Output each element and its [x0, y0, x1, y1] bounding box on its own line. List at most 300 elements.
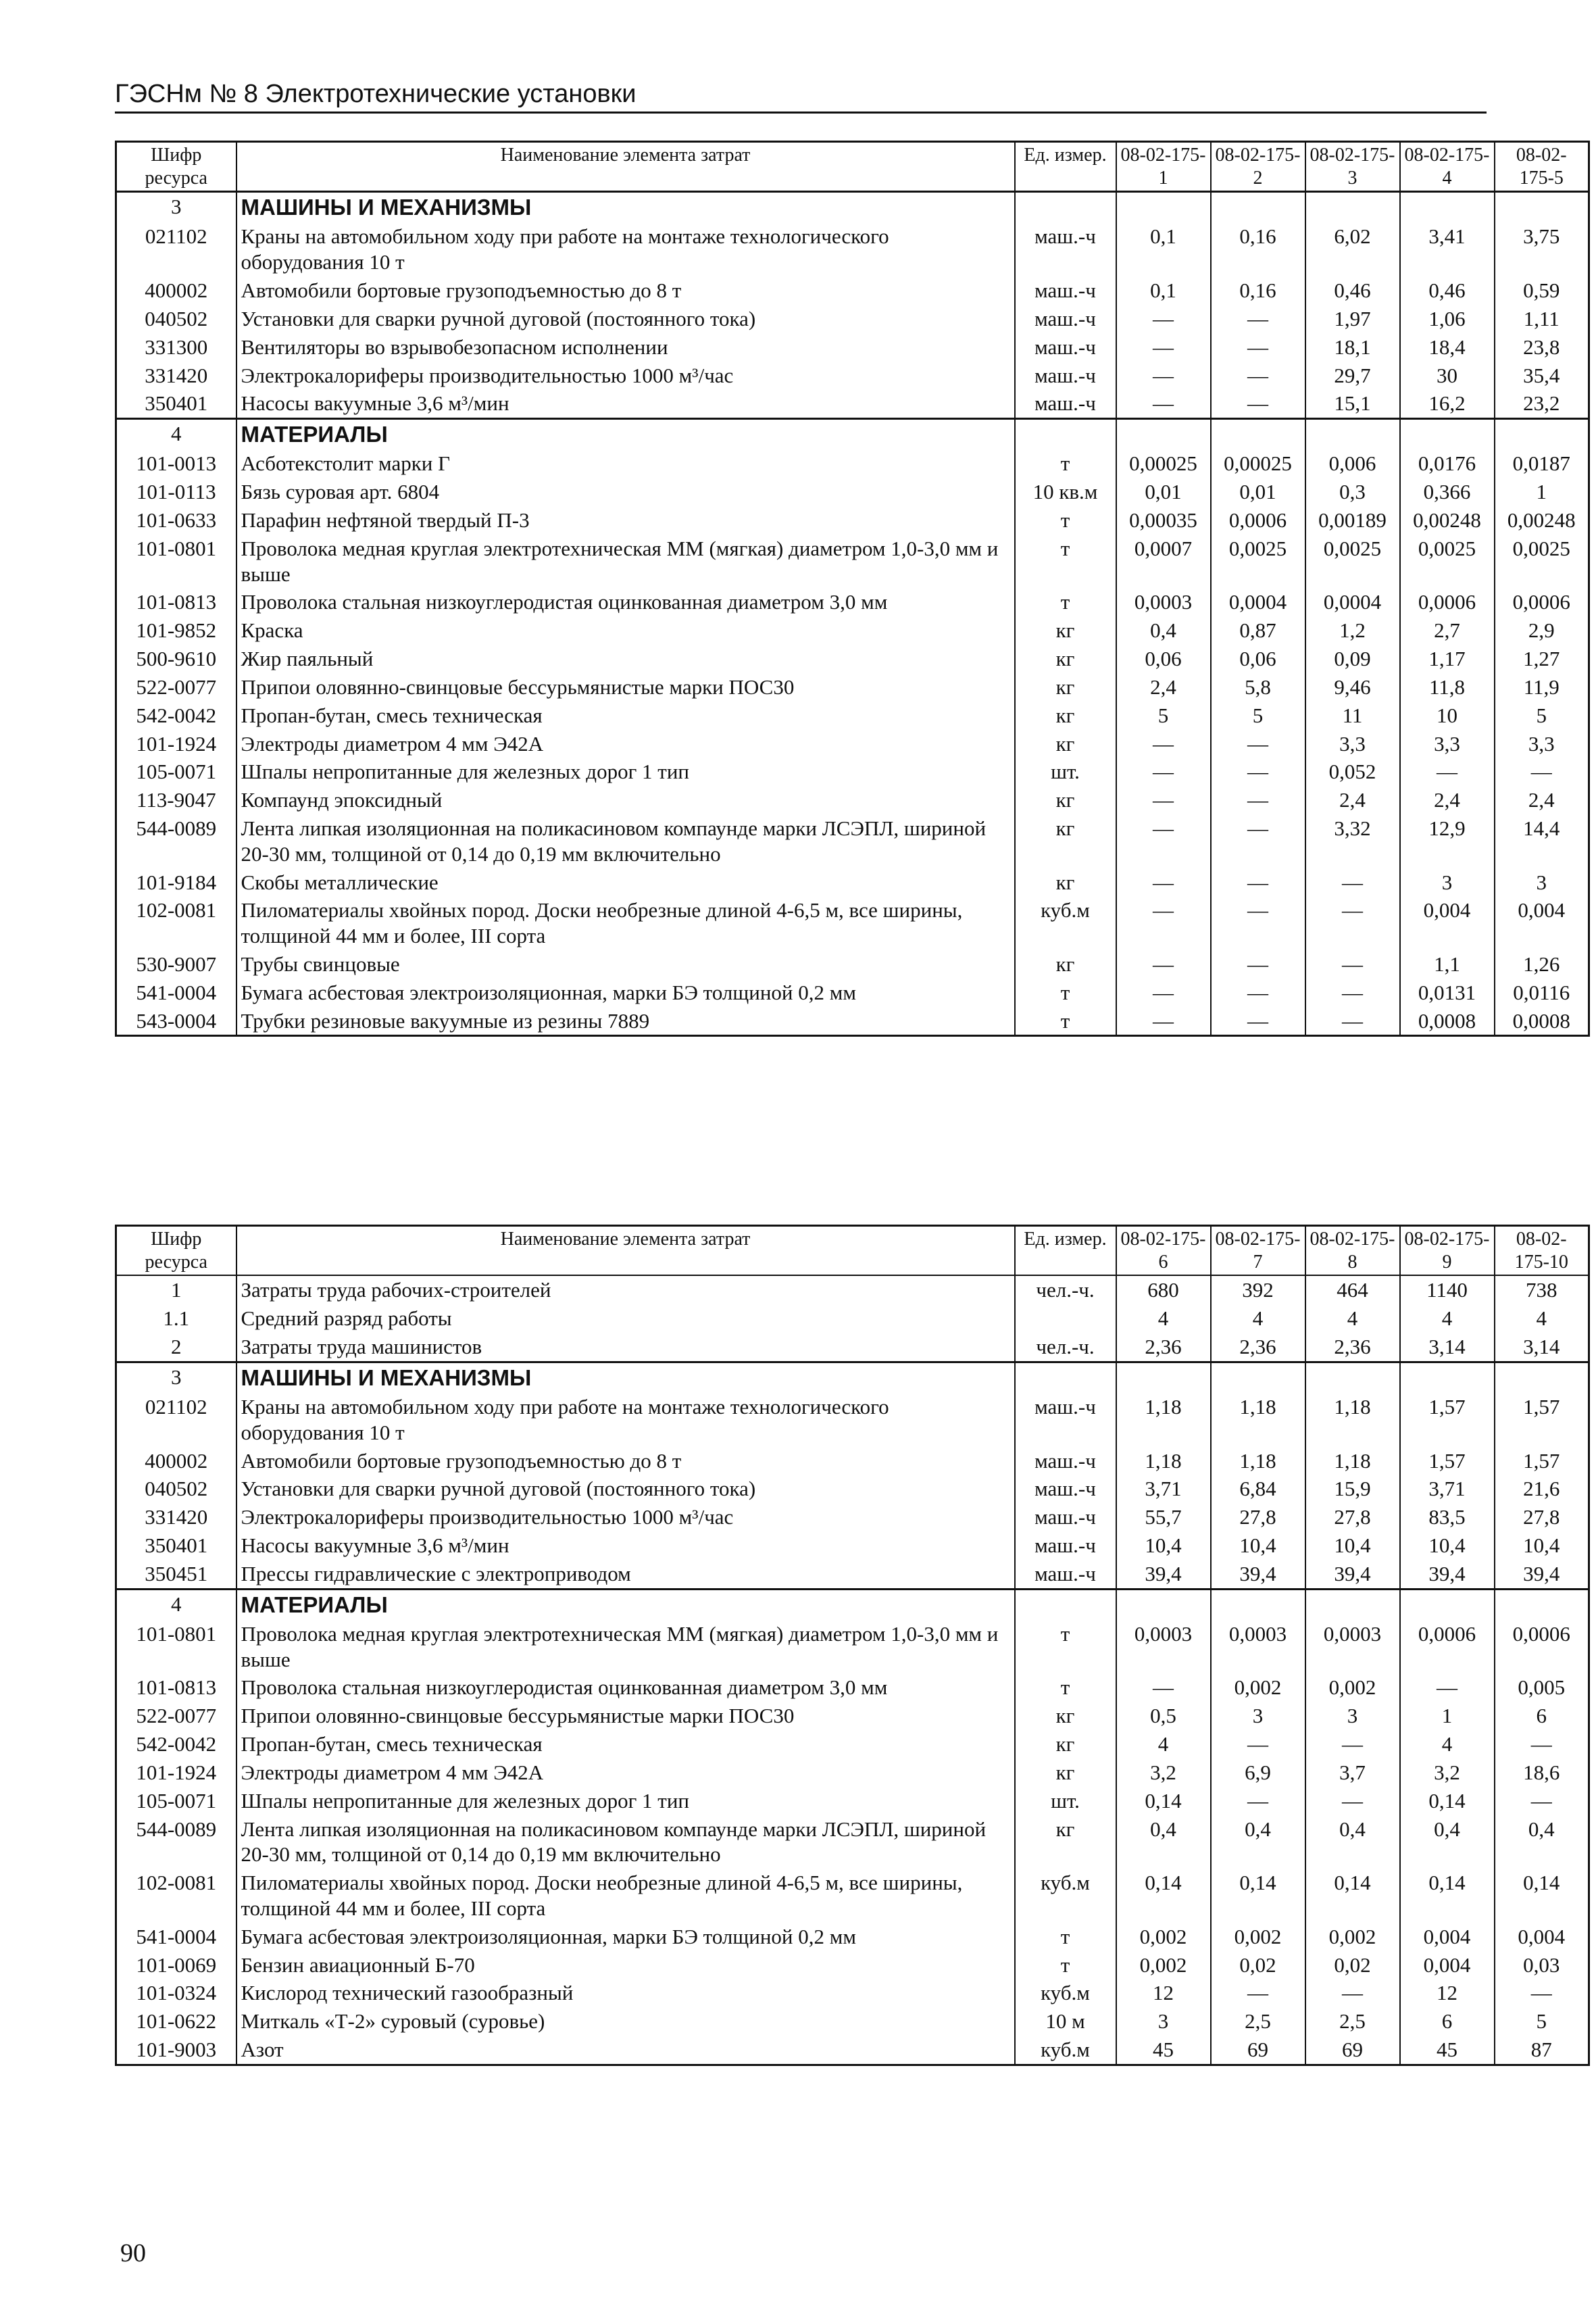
unit-cell: кг: [1015, 1815, 1116, 1869]
resource-code: 101-1924: [116, 1758, 236, 1787]
value-cell: 0,4: [1211, 1815, 1305, 1869]
resource-code: 102-0081: [116, 896, 236, 950]
unit-cell: кг: [1015, 814, 1116, 868]
value-cell: 16,2: [1400, 389, 1495, 418]
value-cell: 0,0008: [1400, 1007, 1495, 1036]
value-cell: —: [1116, 896, 1211, 950]
value-cell: 0,0187: [1495, 449, 1589, 478]
value-cell: [1495, 419, 1589, 450]
value-cell: 738: [1495, 1275, 1589, 1304]
resource-code: 101-9184: [116, 868, 236, 897]
header-name: Наименование элемента затрат: [236, 142, 1015, 192]
value-cell: 1,57: [1495, 1447, 1589, 1475]
resource-code: 102-0081: [116, 1869, 236, 1923]
header-col-2: 08-02-175-7: [1211, 1226, 1305, 1276]
value-cell: 0,0006: [1400, 588, 1495, 616]
value-cell: —: [1305, 979, 1400, 1007]
resource-code: 331300: [116, 333, 236, 362]
resource-code: 040502: [116, 305, 236, 333]
value-cell: 0,14: [1116, 1787, 1211, 1815]
resource-code: 101-0324: [116, 1979, 236, 2007]
header-col-1: 08-02-175-6: [1116, 1226, 1211, 1276]
value-cell: —: [1211, 389, 1305, 418]
header-unit: Ед. измер.: [1015, 142, 1116, 192]
table-row: [116, 896, 1589, 950]
value-cell: 1,26: [1495, 950, 1589, 979]
resource-name: Кислород технический газообразный: [236, 1979, 1015, 2007]
value-cell: 2,36: [1116, 1333, 1211, 1362]
value-cell: 0,00189: [1305, 506, 1400, 535]
table-row: [116, 1560, 1589, 1589]
value-cell: 0,00248: [1400, 506, 1495, 535]
value-cell: 10,4: [1116, 1531, 1211, 1560]
unit-cell: кг: [1015, 1730, 1116, 1758]
value-cell: 23,2: [1495, 389, 1589, 418]
value-cell: 0,005: [1495, 1673, 1589, 1702]
value-cell: —: [1116, 758, 1211, 786]
resource-table-1: [115, 141, 1590, 1037]
value-cell: 4: [1400, 1304, 1495, 1333]
resource-name: Краны на автомобильном ходу при работе на монтаже технологического оборудования 10 т: [236, 1393, 1015, 1447]
value-cell: 0,366: [1400, 478, 1495, 506]
table-row: [116, 1673, 1589, 1702]
value-cell: 21,6: [1495, 1475, 1589, 1503]
value-cell: 0,4: [1116, 616, 1211, 645]
value-cell: 0,0006: [1495, 588, 1589, 616]
value-cell: 39,4: [1116, 1560, 1211, 1589]
value-cell: 0,1: [1116, 276, 1211, 305]
value-cell: 0,004: [1495, 896, 1589, 950]
resource-name: Трубы свинцовые: [236, 950, 1015, 979]
table-row: [116, 389, 1589, 418]
value-cell: 1,18: [1305, 1393, 1400, 1447]
value-cell: 83,5: [1400, 1503, 1495, 1531]
value-cell: 5: [1116, 701, 1211, 730]
value-cell: —: [1305, 1787, 1400, 1815]
value-cell: —: [1211, 950, 1305, 979]
resource-name: Краны на автомобильном ходу при работе на монтаже технологического оборудования 10 т: [236, 222, 1015, 276]
resource-code: 101-0801: [116, 535, 236, 589]
value-cell: 35,4: [1495, 362, 1589, 390]
value-cell: [1211, 1589, 1305, 1620]
value-cell: 3,3: [1495, 730, 1589, 758]
value-cell: [1305, 1589, 1400, 1620]
value-cell: —: [1211, 333, 1305, 362]
value-cell: —: [1211, 362, 1305, 390]
table-row: [116, 1951, 1589, 1979]
value-cell: 1,18: [1305, 1447, 1400, 1475]
resource-name: Бумага асбестовая электроизоляционная, марки БЭ толщиной 0,2 мм: [236, 1923, 1015, 1951]
value-cell: 5: [1211, 701, 1305, 730]
unit-cell: т: [1015, 1923, 1116, 1951]
value-cell: [1305, 192, 1400, 223]
resource-name: Электрокалориферы производительностью 1000 м³/час: [236, 362, 1015, 390]
resource-code: 101-0813: [116, 588, 236, 616]
unit-cell: куб.м: [1015, 1979, 1116, 2007]
resource-name: Лента липкая изоляционная на поликасиновом компаунде марки ЛСЭПЛ, шириной 20-30 мм, толщиной от 0,14 до 0,19 мм включительно: [236, 814, 1015, 868]
resource-name: Лента липкая изоляционная на поликасиновом компаунде марки ЛСЭПЛ, шириной 20-30 мм, толщиной от 0,14 до 0,19 мм включительно: [236, 1815, 1015, 1869]
table-row: [116, 1923, 1589, 1951]
table-header-row: [116, 142, 1589, 192]
value-cell: 0,0006: [1211, 506, 1305, 535]
value-cell: [1495, 192, 1589, 223]
resource-code: 4: [116, 1589, 236, 1620]
value-cell: 87: [1495, 2036, 1589, 2065]
header-col-4: 08-02-175-9: [1400, 1226, 1495, 1276]
resource-name: Насосы вакуумные 3,6 м³/мин: [236, 389, 1015, 418]
value-cell: 0,006: [1305, 449, 1400, 478]
value-cell: —: [1305, 1007, 1400, 1036]
value-cell: —: [1495, 758, 1589, 786]
unit-cell: кг: [1015, 950, 1116, 979]
resource-name: Бумага асбестовая электроизоляционная, марки БЭ толщиной 0,2 мм: [236, 979, 1015, 1007]
value-cell: 1: [1495, 478, 1589, 506]
header-col-3: 08-02-175-8: [1305, 1226, 1400, 1276]
value-cell: 3: [1495, 868, 1589, 897]
unit-cell: кг: [1015, 1758, 1116, 1787]
value-cell: —: [1211, 786, 1305, 814]
table-row: [116, 2036, 1589, 2065]
value-cell: 27,8: [1495, 1503, 1589, 1531]
unit-cell: кг: [1015, 616, 1116, 645]
table-row: [116, 645, 1589, 673]
value-cell: 0,0131: [1400, 979, 1495, 1007]
value-cell: 1,57: [1400, 1393, 1495, 1447]
value-cell: 0,02: [1211, 1951, 1305, 1979]
value-cell: 0,16: [1211, 276, 1305, 305]
value-cell: 1,1: [1400, 950, 1495, 979]
resource-code: 350401: [116, 389, 236, 418]
resource-name: Припои оловянно-свинцовые бессурьмянистые марки ПОС30: [236, 1702, 1015, 1730]
unit-cell: чел.-ч.: [1015, 1275, 1116, 1304]
value-cell: 10,4: [1305, 1531, 1400, 1560]
resource-code: 541-0004: [116, 979, 236, 1007]
resource-code: 543-0004: [116, 1007, 236, 1036]
value-cell: 39,4: [1305, 1560, 1400, 1589]
value-cell: 2,4: [1116, 673, 1211, 701]
value-cell: [1116, 1362, 1211, 1393]
value-cell: 3,3: [1400, 730, 1495, 758]
unit-cell: кг: [1015, 645, 1116, 673]
value-cell: 0,46: [1400, 276, 1495, 305]
value-cell: 3: [1116, 2007, 1211, 2036]
value-cell: 1,18: [1116, 1393, 1211, 1447]
value-cell: —: [1211, 1979, 1305, 2007]
value-cell: 0,03: [1495, 1951, 1589, 1979]
value-cell: 1140: [1400, 1275, 1495, 1304]
page-title: ГЭСНм № 8 Электротехнические установки: [115, 80, 637, 108]
value-cell: 12: [1400, 1979, 1495, 2007]
table-row: [116, 333, 1589, 362]
value-cell: 1: [1400, 1702, 1495, 1730]
value-cell: 0,004: [1495, 1923, 1589, 1951]
table-row: [116, 478, 1589, 506]
unit-cell: [1015, 1304, 1116, 1333]
value-cell: 1,11: [1495, 305, 1589, 333]
unit-cell: маш.-ч: [1015, 1475, 1116, 1503]
value-cell: 3,7: [1305, 1758, 1400, 1787]
resource-name: Проволока медная круглая электротехническая ММ (мягкая) диаметром 1,0-3,0 мм и выше: [236, 535, 1015, 589]
resource-name: Скобы металлические: [236, 868, 1015, 897]
resource-code: 350401: [116, 1531, 236, 1560]
section-row: [116, 192, 1589, 223]
resource-name: Компаунд эпоксидный: [236, 786, 1015, 814]
resource-code: 544-0089: [116, 1815, 236, 1869]
resource-code: 021102: [116, 222, 236, 276]
value-cell: 2,9: [1495, 616, 1589, 645]
table-row: [116, 786, 1589, 814]
resource-name: Установки для сварки ручной дуговой (постоянного тока): [236, 1475, 1015, 1503]
value-cell: 39,4: [1495, 1560, 1589, 1589]
value-cell: 0,09: [1305, 645, 1400, 673]
resource-name: Автомобили бортовые грузоподъемностью до 8 т: [236, 276, 1015, 305]
value-cell: —: [1116, 1007, 1211, 1036]
value-cell: —: [1495, 1979, 1589, 2007]
section-title: МАШИНЫ И МЕХАНИЗМЫ: [236, 1362, 1015, 1393]
value-cell: —: [1211, 979, 1305, 1007]
value-cell: —: [1305, 1979, 1400, 2007]
resource-name: Автомобили бортовые грузоподъемностью до 8 т: [236, 1447, 1015, 1475]
value-cell: 45: [1116, 2036, 1211, 2065]
unit-cell: кг: [1015, 1702, 1116, 1730]
value-cell: —: [1116, 786, 1211, 814]
value-cell: [1116, 1589, 1211, 1620]
unit-cell: кг: [1015, 786, 1116, 814]
value-cell: 0,002: [1116, 1951, 1211, 1979]
table-row: [116, 1730, 1589, 1758]
table-row: [116, 276, 1589, 305]
header-col-3: 08-02-175-3: [1305, 142, 1400, 192]
resource-code: 544-0089: [116, 814, 236, 868]
resource-code: 101-0069: [116, 1951, 236, 1979]
section-row: [116, 1589, 1589, 1620]
resource-code: 3: [116, 1362, 236, 1393]
value-cell: [1211, 1362, 1305, 1393]
value-cell: 1,18: [1211, 1393, 1305, 1447]
value-cell: —: [1116, 730, 1211, 758]
resource-name: Пропан-бутан, смесь техническая: [236, 1730, 1015, 1758]
resource-name: Установки для сварки ручной дуговой (постоянного тока): [236, 305, 1015, 333]
resource-code: 101-9852: [116, 616, 236, 645]
table-row: [116, 305, 1589, 333]
value-cell: 23,8: [1495, 333, 1589, 362]
value-cell: [1116, 192, 1211, 223]
value-cell: —: [1211, 1787, 1305, 1815]
value-cell: 4: [1400, 1730, 1495, 1758]
value-cell: 0,0006: [1495, 1620, 1589, 1674]
value-cell: 6,84: [1211, 1475, 1305, 1503]
resource-code: 105-0071: [116, 758, 236, 786]
resource-code: 101-0622: [116, 2007, 236, 2036]
resource-code: 1.1: [116, 1304, 236, 1333]
value-cell: 0,4: [1400, 1815, 1495, 1869]
value-cell: 0,0003: [1116, 588, 1211, 616]
table-row: [116, 950, 1589, 979]
unit-cell: [1015, 1362, 1116, 1393]
table-row: [116, 1531, 1589, 1560]
value-cell: 3: [1400, 868, 1495, 897]
value-cell: 0,0006: [1400, 1620, 1495, 1674]
resource-name: Электрокалориферы производительностью 1000 м³/час: [236, 1503, 1015, 1531]
value-cell: 0,00025: [1211, 449, 1305, 478]
unit-cell: т: [1015, 588, 1116, 616]
value-cell: 2,36: [1305, 1333, 1400, 1362]
section-title: МАТЕРИАЛЫ: [236, 419, 1015, 450]
table-row: [116, 1447, 1589, 1475]
value-cell: 2,5: [1211, 2007, 1305, 2036]
value-cell: —: [1211, 730, 1305, 758]
unit-cell: кг: [1015, 701, 1116, 730]
value-cell: 0,002: [1305, 1673, 1400, 1702]
resource-name: Насосы вакуумные 3,6 м³/мин: [236, 1531, 1015, 1560]
value-cell: 0,06: [1116, 645, 1211, 673]
resource-code: 331420: [116, 1503, 236, 1531]
value-cell: 1,57: [1400, 1447, 1495, 1475]
value-cell: [1400, 1589, 1495, 1620]
value-cell: 2,36: [1211, 1333, 1305, 1362]
unit-cell: т: [1015, 979, 1116, 1007]
resource-name: Проволока стальная низкоуглеродистая оцинкованная диаметром 3,0 мм: [236, 588, 1015, 616]
value-cell: 15,1: [1305, 389, 1400, 418]
resource-code: 040502: [116, 1475, 236, 1503]
value-cell: 3: [1211, 1702, 1305, 1730]
value-cell: 4: [1495, 1304, 1589, 1333]
unit-cell: маш.-ч: [1015, 1447, 1116, 1475]
value-cell: 3,41: [1400, 222, 1495, 276]
resource-code: 331420: [116, 362, 236, 390]
value-cell: 18,4: [1400, 333, 1495, 362]
value-cell: 69: [1305, 2036, 1400, 2065]
unit-cell: кг: [1015, 868, 1116, 897]
resource-code: 101-0633: [116, 506, 236, 535]
value-cell: [1305, 419, 1400, 450]
value-cell: 0,0116: [1495, 979, 1589, 1007]
value-cell: 0,0176: [1400, 449, 1495, 478]
value-cell: 45: [1400, 2036, 1495, 2065]
value-cell: 0,0004: [1305, 588, 1400, 616]
value-cell: 14,4: [1495, 814, 1589, 868]
value-cell: 27,8: [1211, 1503, 1305, 1531]
header-name: Наименование элемента затрат: [236, 1226, 1015, 1276]
value-cell: 1,2: [1305, 616, 1400, 645]
value-cell: —: [1400, 758, 1495, 786]
unit-cell: т: [1015, 535, 1116, 589]
value-cell: —: [1211, 1730, 1305, 1758]
resource-name: Пиломатериалы хвойных пород. Доски необрезные длиной 4-6,5 м, все ширины, толщиной 44 мм и более, III сорта: [236, 896, 1015, 950]
resource-code: 021102: [116, 1393, 236, 1447]
resource-name: Шпалы непропитанные для железных дорог 1 тип: [236, 1787, 1015, 1815]
value-cell: 0,1: [1116, 222, 1211, 276]
value-cell: 1,57: [1495, 1393, 1589, 1447]
value-cell: —: [1116, 1673, 1211, 1702]
unit-cell: маш.-ч: [1015, 1560, 1116, 1589]
resource-name: Парафин нефтяной твердый П-3: [236, 506, 1015, 535]
table-row: [116, 362, 1589, 390]
table-row: [116, 1758, 1589, 1787]
value-cell: 2,4: [1305, 786, 1400, 814]
table-row: [116, 1393, 1589, 1447]
resource-name: Вентиляторы во взрывобезопасном исполнении: [236, 333, 1015, 362]
resource-code: 101-1924: [116, 730, 236, 758]
header-code: Шифр ресурса: [116, 142, 236, 192]
value-cell: 3,2: [1400, 1758, 1495, 1787]
section-title: МАШИНЫ И МЕХАНИЗМЫ: [236, 192, 1015, 223]
resource-code: 101-9003: [116, 2036, 236, 2065]
value-cell: 3,14: [1495, 1333, 1589, 1362]
value-cell: —: [1116, 333, 1211, 362]
resource-code: 400002: [116, 1447, 236, 1475]
table-row: [116, 2007, 1589, 2036]
table-row: [116, 1304, 1589, 1333]
resource-code: 542-0042: [116, 701, 236, 730]
resource-name: Прессы гидравлические с электроприводом: [236, 1560, 1015, 1589]
value-cell: 55,7: [1116, 1503, 1211, 1531]
value-cell: 0,01: [1116, 478, 1211, 506]
value-cell: —: [1211, 305, 1305, 333]
value-cell: 0,0025: [1211, 535, 1305, 589]
value-cell: 15,9: [1305, 1475, 1400, 1503]
value-cell: 9,46: [1305, 673, 1400, 701]
value-cell: 0,0025: [1400, 535, 1495, 589]
table-row: [116, 1787, 1589, 1815]
value-cell: 4: [1305, 1304, 1400, 1333]
value-cell: 10,4: [1211, 1531, 1305, 1560]
value-cell: 0,002: [1305, 1923, 1400, 1951]
table-row: [116, 449, 1589, 478]
value-cell: —: [1116, 868, 1211, 897]
value-cell: 3,75: [1495, 222, 1589, 276]
resource-name: Трубки резиновые вакуумные из резины 7889: [236, 1007, 1015, 1036]
unit-cell: маш.-ч: [1015, 276, 1116, 305]
value-cell: 10,4: [1400, 1531, 1495, 1560]
value-cell: —: [1116, 305, 1211, 333]
value-cell: 0,002: [1116, 1923, 1211, 1951]
resource-name: Средний разряд работы: [236, 1304, 1015, 1333]
value-cell: —: [1305, 950, 1400, 979]
value-cell: 1,06: [1400, 305, 1495, 333]
value-cell: 0,02: [1305, 1951, 1400, 1979]
value-cell: —: [1116, 814, 1211, 868]
value-cell: 69: [1211, 2036, 1305, 2065]
unit-cell: т: [1015, 1620, 1116, 1674]
header-col-1: 08-02-175-1: [1116, 142, 1211, 192]
unit-cell: маш.-ч: [1015, 1393, 1116, 1447]
unit-cell: маш.-ч: [1015, 389, 1116, 418]
resource-code: 350451: [116, 1560, 236, 1589]
table-row: [116, 588, 1589, 616]
resource-name: Затраты труда рабочих-строителей: [236, 1275, 1015, 1304]
resource-name: Затраты труда машинистов: [236, 1333, 1015, 1362]
header-unit: Ед. измер.: [1015, 1226, 1116, 1276]
value-cell: 12: [1116, 1979, 1211, 2007]
value-cell: 2,5: [1305, 2007, 1400, 2036]
resource-name: Асботекстолит марки Г: [236, 449, 1015, 478]
header-col-5: 08-02-175-10: [1495, 1226, 1589, 1276]
value-cell: 0,87: [1211, 616, 1305, 645]
value-cell: 27,8: [1305, 1503, 1400, 1531]
value-cell: 0,052: [1305, 758, 1400, 786]
unit-cell: чел.-ч.: [1015, 1333, 1116, 1362]
value-cell: —: [1211, 896, 1305, 950]
resource-name: Электроды диаметром 4 мм Э42А: [236, 1758, 1015, 1787]
unit-cell: маш.-ч: [1015, 333, 1116, 362]
value-cell: 3: [1305, 1702, 1400, 1730]
table-row: [116, 701, 1589, 730]
resource-code: 522-0077: [116, 1702, 236, 1730]
value-cell: —: [1116, 389, 1211, 418]
resource-code: 105-0071: [116, 1787, 236, 1815]
value-cell: —: [1495, 1787, 1589, 1815]
